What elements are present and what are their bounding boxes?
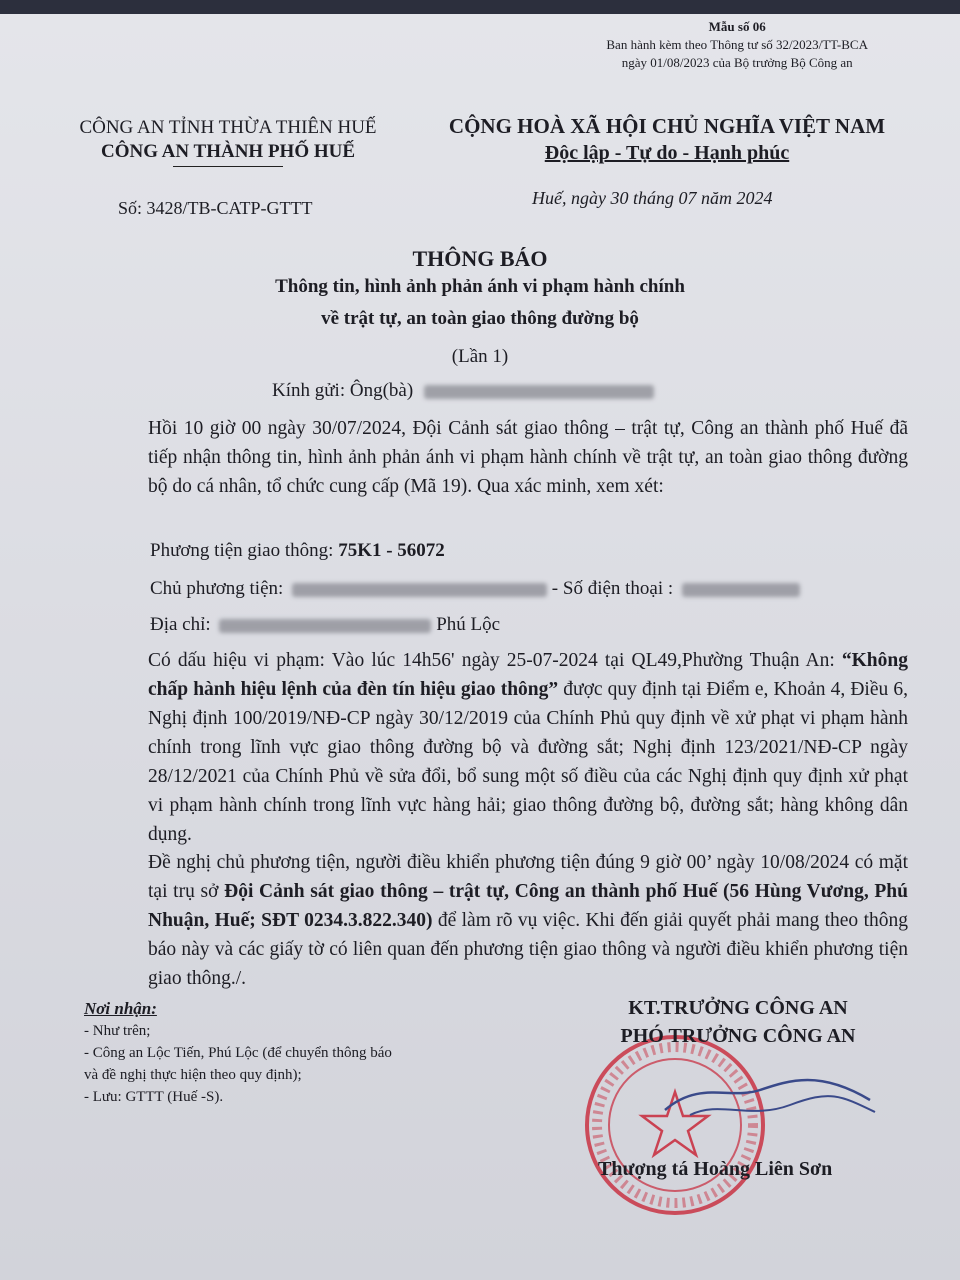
request-rest: để làm rõ vụ việc. Khi đến giải quyết phải mang theo thông báo này và các giấy tờ có liên quan đến phương tiện giao thông và người điều khiển phương tiện giao thông./.: [148, 910, 908, 989]
recipient-item: và đề nghị thực hiện theo quy định);: [84, 1067, 302, 1083]
owner-label: Chủ phương tiện:: [150, 578, 284, 599]
redacted-owner: [292, 583, 547, 597]
recipient-line: [272, 380, 654, 402]
violation-quote: “Không chấp hành hiệu lệnh của đèn tín hiệu giao thông”: [148, 650, 908, 700]
violation-paragraph: [88, 646, 908, 849]
issuer-line2: CÔNG AN THÀNH PHỐ HUẾ: [100, 141, 356, 162]
request-lead: Đề nghị chủ phương tiện, người điều khiển phương tiện đúng 9 giờ 00’ ngày 10/08/2024 có mặt tại trụ sở: [148, 852, 908, 902]
notice-times: (Lần 1): [451, 346, 509, 367]
vehicle-label: Phương tiện giao thông:: [150, 540, 334, 561]
vehicle-plate: 75K1 - 56072: [338, 540, 445, 561]
redacted-address: [219, 619, 431, 633]
form-number: Mẫu số 06: [708, 19, 766, 34]
issuer-underline: [173, 166, 283, 167]
request-office: Đội Cảnh sát giao thông – trật tự, Công an thành phố Huế (56 Hùng Vương, Phú Nhuận, Huế; SĐT 0234.3.822.340): [148, 881, 908, 931]
nation-header: [432, 112, 902, 166]
issuer-header: [58, 116, 398, 167]
document-number: Số: 3428/TB-CATP-GTTT: [118, 198, 313, 218]
violation-rest: được quy định tại Điểm e, Khoản 4, Điều 6, Nghị định 100/2019/NĐ-CP ngày 30/12/2019 của Chính Phủ quy định về xử phạt vi phạm hành chính trong lĩnh vực giao thông đường bộ và đường sắt; Nghị định 123/2021/NĐ-CP ngày 28/12/2021 của Chính Phủ về sửa đổi, bổ sung một số điều của các Nghị định quy định xử phạt vi phạm hành chính trong lĩnh vực hàng hải; giao thông đường bộ, đường sắt; hàng không dân dụng.: [148, 679, 908, 845]
document-title: THÔNG BÁO: [412, 246, 548, 271]
form-info: [606, 18, 868, 72]
recipient-item: - Công an Lộc Tiến, Phú Lộc (để chuyển thông báo: [84, 1045, 392, 1061]
signature-title-1: KT.TRƯỞNG CÔNG AN: [628, 997, 848, 1019]
recipient-item: - Như trên;: [84, 1023, 151, 1039]
intro-paragraph: [88, 414, 908, 501]
violation-lead: Có dấu hiệu vi phạm: Vào lúc 14h56' ngày 25-07-2024 tại QL49,Phường Thuận An:: [148, 650, 842, 671]
document-subtitle-1: Thông tin, hình ảnh phản ánh vi phạm hành chính: [275, 276, 685, 297]
owner-line: [150, 578, 800, 600]
recipient-label: Kính gửi: Ông(bà): [272, 380, 414, 401]
issuer-line1: CÔNG AN TỈNH THỪA THIÊN HUẾ: [79, 117, 377, 138]
form-info-line1: Ban hành kèm theo Thông tư số 32/2023/TT-BCA: [606, 37, 868, 52]
form-info-line2: ngày 01/08/2023 của Bộ trưởng Bộ Công an: [621, 55, 853, 70]
redacted-phone: [682, 583, 800, 597]
nation-line1: CỘNG HOÀ XÃ HỘI CHỦ NGHĨA VIỆT NAM: [448, 114, 886, 138]
signature-scribble: [660, 1060, 880, 1130]
recipients-heading: Nơi nhận:: [84, 999, 157, 1018]
nation-motto: Độc lập - Tự do - Hạnh phúc: [544, 142, 790, 164]
phone-label: - Số điện thoại :: [551, 578, 674, 599]
redacted-name: [424, 385, 654, 399]
signature-block: [588, 994, 888, 1050]
address-label: Địa chỉ:: [150, 614, 211, 635]
recipient-item: - Lưu: GTTT (Huế -S).: [84, 1089, 224, 1105]
signature-title-2: PHÓ TRƯỞNG CÔNG AN: [620, 1025, 856, 1047]
address-line: [150, 614, 500, 636]
document-date: Huế, ngày 30 tháng 07 năm 2024: [532, 188, 773, 208]
address-tail: Phú Lộc: [436, 614, 501, 635]
signer-name: Thượng tá Hoàng Liên Sơn: [598, 1158, 833, 1180]
request-paragraph: [88, 848, 908, 993]
document-subtitle-2: về trật tự, an toàn giao thông đường bộ: [321, 308, 639, 329]
recipients-block: [84, 998, 392, 1108]
intro-text: Hồi 10 giờ 00 ngày 30/07/2024, Đội Cảnh sát giao thông – trật tự, Công an thành phố Huế đã tiếp nhận thông tin, hình ảnh phản ánh vi phạm hành chính về trật tự, an toàn giao thông đường bộ do cá nhân, tổ chức cung cấp (Mã 19). Qua xác minh, xem xét:: [148, 418, 908, 497]
vehicle-line: [150, 540, 445, 562]
